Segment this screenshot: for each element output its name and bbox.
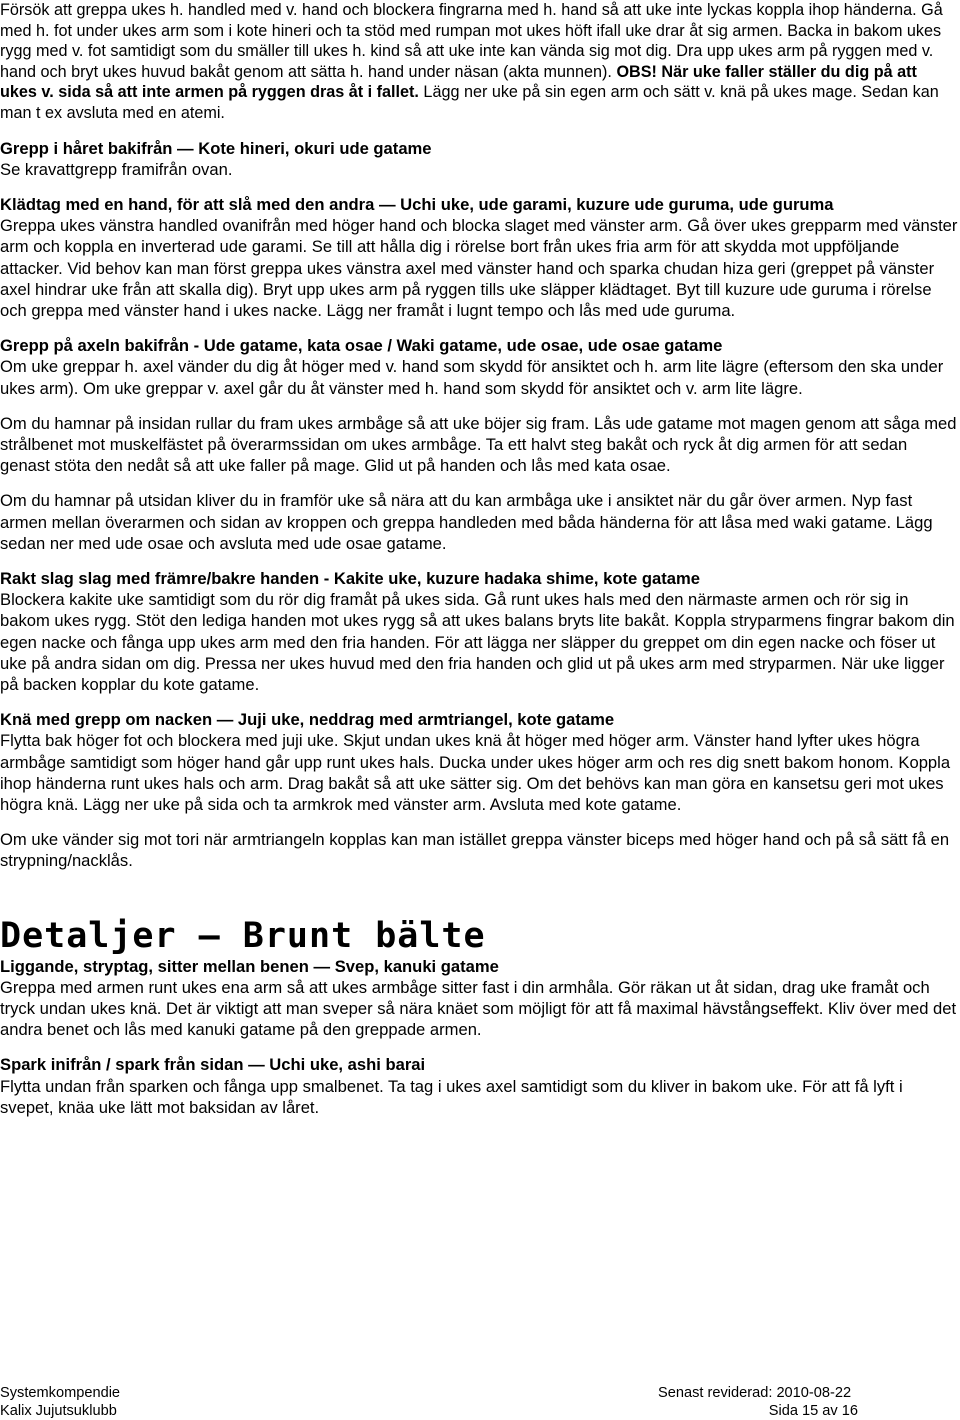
section-title: Klädtag med en hand, för att slå med den andra — Uchi uke, ude garami, kuzure ude guruma, ude guruma	[0, 194, 834, 214]
technique-section	[0, 335, 958, 554]
footer-club-name: Kalix Jujutsuklubb	[0, 1403, 117, 1419]
intro-paragraph	[0, 0, 958, 124]
section-paragraph: Om uke greppar h. axel vänder du dig åt höger med v. hand som skydd för ansiktet och h. arm lite lägre (eftersom den ska under ukes arm). Om uke greppar v. axel går du åt vänster med h. hand som skydd för ansiktet och v. arm lite lägre.	[0, 357, 944, 398]
spacer	[0, 1040, 958, 1054]
technique-section	[0, 956, 958, 1041]
section-paragraph: Blockera kakite uke samtidigt som du rör dig framåt på ukes sida. Gå runt ukes hals med den närmaste armen och rör sig in bakom ukes rygg. Stöt den lediga handen mot ukes rygg så att ukes balans bryts lite bakåt. Koppla stryparmens fingrar bakom din egen nacke och fånga upp ukes arm med den fria handen. För att lägga ner släpper du greppet om din egen nacke och föser ut uke på andra sidan om dig. Pressa ner ukes huvud med den fria handen och glid ut på ukes arm med stryparmen. När uke ligger på backen kopplar du kote gatame.	[0, 590, 955, 695]
intro-obs-note: OBS! När uke faller ställer du dig på att ukes v. sida så att inte armen på ryggen dras åt i fallet.	[0, 62, 917, 102]
spacer	[0, 554, 958, 568]
spacer	[0, 124, 958, 138]
spacer	[0, 180, 958, 194]
chapter-heading: Detaljer — Brunt bälte	[0, 915, 486, 956]
technique-section	[0, 194, 958, 321]
footer-document-name: Systemkompendie	[0, 1385, 121, 1401]
technique-section	[0, 568, 958, 695]
spacer	[0, 399, 958, 413]
spacer	[0, 695, 958, 709]
technique-section	[0, 138, 958, 180]
page-footer	[0, 1384, 858, 1420]
section-paragraph: Om du hamnar på insidan rullar du fram ukes armbåge så att uke böjer sig fram. Lås ude gatame mot magen genom att såga med strålbenet mot muskelfästet på överarmssidan om ukes armbåge. Ta ett halvt steg bakåt och ryck åt dig armen för att sedan genast stöta den nedåt så att uke faller på mage. Glid ut på handen och lås med kata osae.	[0, 413, 957, 476]
section-paragraph: Om du hamnar på utsidan kliver du in framför uke så nära att du kan armbåga uke i ansiktet när du går över armen. Nyp fast armen mellan överarmen och sidan av kroppen och greppa handleden med båda händerna för att låsa med waki gatame. Lägg sedan ner med ude osae och avsluta med ude osae gatame.	[0, 491, 933, 553]
footer-row	[0, 1402, 858, 1420]
section-paragraph: Flytta bak höger fot och blockera med juji uke. Skjut undan ukes knä åt höger med höger arm. Vänster hand lyfter ukes högra armbåge samtidigt som höger hand går upp runt ukes hals. Ducka under ukes höger arm och res dig snett bakom honom. Koppla ihop händerna runt ukes hals och arm. Drag bakåt så att uke sätter sig. Om det behövs kan man göra en kansetsu geri mot ukes högra knä. Lägg ner uke på sida och ta armkrok med vänster arm. Avsluta med kote gatame.	[0, 731, 951, 815]
section-paragraph: Flytta undan från sparken och fånga upp smalbenet. Ta tag i ukes axel samtidigt som du kliver in bakom uke. För att få lyft i svepet, knäa uke lätt mot baksidan av låret.	[0, 1076, 903, 1117]
intro-text-1: Försök att greppa ukes h. handled med v. hand och blockera fingrarna med h. hand så att uke inte lyckas koppla ihop händerna. Gå med h. fot under ukes arm som i kote hineri och ta stöd med rumpan mot ukes höft ifall uke drar åt sig armen. Backa in bakom ukes rygg med v. fot samtidigt som du smäller till ukes h. kind så att uke inte kan vända sig mot dig. Dra upp ukes arm på ryggen med v. hand och bryt ukes huvud bakåt genom att sätta h. hand under näsan (akta munnen).	[0, 1, 943, 81]
technique-section	[0, 1054, 958, 1118]
spacer	[0, 321, 958, 335]
section-title: Rakt slag slag med främre/bakre handen - Kakite uke, kuzure hadaka shime, kote gatame	[0, 569, 700, 589]
section-title: Knä med grepp om nacken — Juji uke, neddrag med armtriangel, kote gatame	[0, 710, 615, 730]
section-paragraph: Greppa ukes vänstra handled ovanifrån med höger hand och blocka slaget med vänster arm. Gå över ukes grepparm med vänster arm och koppla en inverterad ude garami. Se till att hålla dig i rörelse bort från ukes fria arm för att skydda mot uppföljande attacker. Vid behov kan man först greppa ukes vänstra axel med vänster hand och sparka chudan hiza geri (greppet på vänster axel hindrar uke från att skalla dig). Bryt upp ukes arm på ryggen tills uke släpper klädtaget. Byt till kuzure ude guruma i rörelse och greppa med vänster hand i ukes nacke. Lägg ner framåt i lugnt tempo och lås med ude guruma.	[0, 216, 958, 320]
section-title: Grepp i håret bakifrån — Kote hineri, okuri ude gatame	[0, 138, 432, 158]
section-title: Liggande, stryptag, sitter mellan benen — Svep, kanuki gatame	[0, 956, 499, 976]
section-paragraph: Om uke vänder sig mot tori när armtriangeln kopplas kan man istället greppa vänster biceps med höger hand och på så sätt få en strypning/nacklås.	[0, 830, 950, 871]
spacer	[0, 815, 958, 829]
spacer	[0, 476, 958, 490]
section-paragraph: Greppa med armen runt ukes ena arm så att ukes armbåge sitter fast i din armhåla. Gör räkan ut åt sidan, drag uke framåt och tryck undan ukes knä. Det är viktigt att man sveper så nära knäet som möjligt för att få maximal hävstångseffekt. Kliv över med det andra benet och lås med kanuki gatame på den greppade armen.	[0, 977, 957, 1040]
footer-row	[0, 1384, 858, 1402]
intro-text-2: Lägg ner uke på sin egen arm och sätt v. knä på ukes mage. Sedan kan man t ex avsluta med en atemi.	[0, 83, 939, 122]
footer-revision-date: Senast reviderad: 2010-08-22	[658, 1385, 852, 1401]
section-title: Grepp på axeln bakifrån - Ude gatame, kata osae / Waki gatame, ude osae, ude osae gatame	[0, 336, 723, 356]
section-title: Spark inifrån / spark från sidan — Uchi uke, ashi barai	[0, 1055, 426, 1075]
spacer	[0, 872, 958, 916]
footer-page-number: Sida 15 av 16	[768, 1403, 858, 1419]
section-paragraph: Se kravattgrepp framifrån ovan.	[0, 159, 233, 179]
technique-section	[0, 709, 958, 871]
